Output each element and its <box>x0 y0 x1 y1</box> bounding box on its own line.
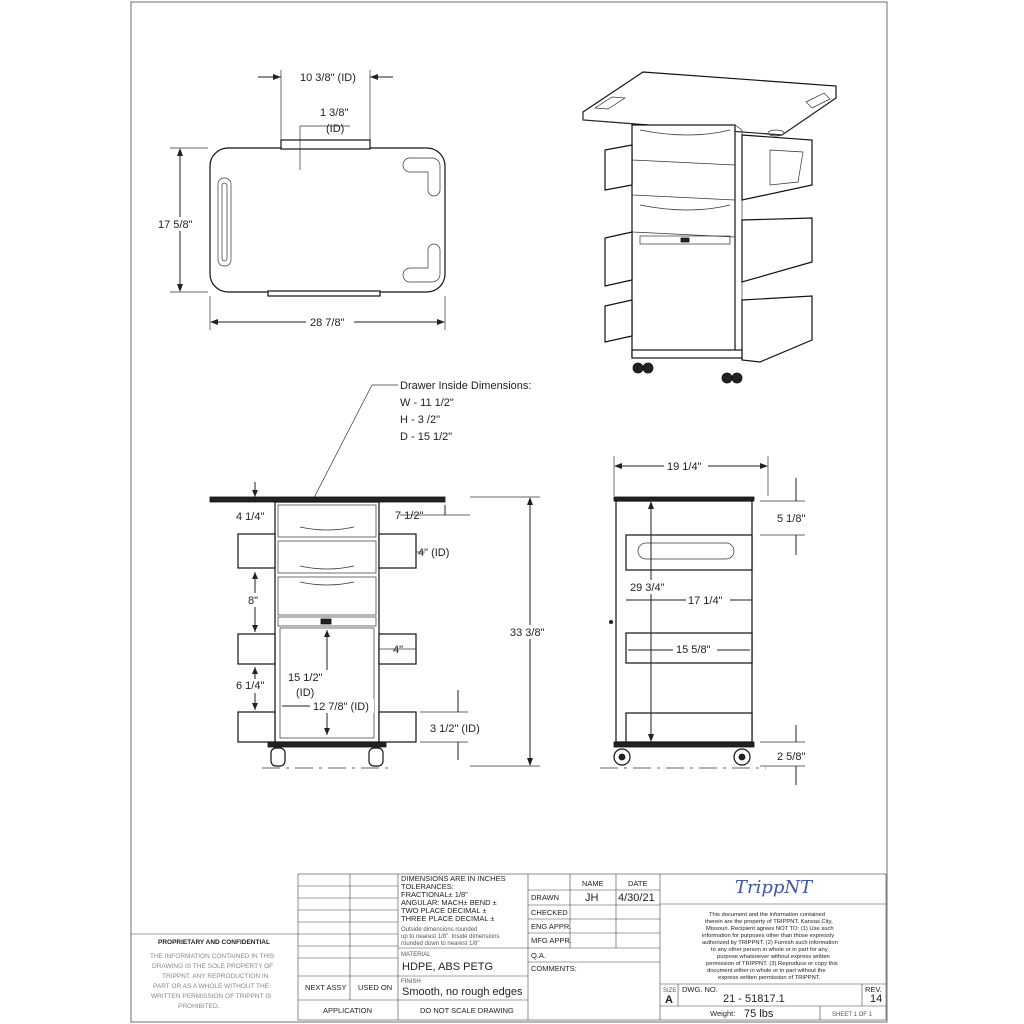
tb-weight: 75 lbs <box>744 1008 774 1020</box>
legal-line: information for purposes other than those expressly <box>702 933 835 939</box>
tb-dwg-label: DWG. NO. <box>682 985 718 994</box>
proprietary-title: PROPRIETARY AND CONFIDENTIAL <box>158 939 270 946</box>
dim-top-width-id: 10 3/8" (ID) <box>300 72 356 84</box>
tb-finish-label: FINISH <box>401 979 421 985</box>
tb-sheet: SHEET 1 OF 1 <box>832 1012 872 1018</box>
legal-line: to any other person in whole or in part for any <box>711 947 828 953</box>
proprietary-line: PROHIBITED. <box>178 1003 220 1010</box>
tb-mfg-appr: MFG APPR. <box>531 936 572 945</box>
drawer-note-d: D - 15 1/2" <box>400 431 453 443</box>
legal-line: This document and the information contained <box>709 912 826 918</box>
tb-rounding: Outside dimensions rounded <box>401 927 478 933</box>
dim-side-bottom-gap: 2 5/8" <box>777 751 806 763</box>
proprietary-line: THE INFORMATION CONTAINED IN THIS <box>150 953 275 960</box>
dim-front-tray-4: 4" <box>393 644 404 656</box>
company-logo: TrippNT <box>735 877 813 898</box>
tb-name-hdr: NAME <box>582 879 604 888</box>
tb-material: HDPE, ABS PETG <box>402 961 494 973</box>
tb-used-on: USED ON <box>358 983 393 992</box>
tb-qa: Q.A. <box>531 951 547 960</box>
dim-front-bottom-tray: 3 1/2" (ID) <box>430 723 480 735</box>
tb-drawn-date: 4/30/21 <box>618 892 655 904</box>
tb-checked: CHECKED <box>531 908 568 917</box>
legal-line: purpose whatsoever without express written <box>717 954 830 960</box>
legal-line: authorized by TRIPPNT. (2) Furnish such information <box>702 940 838 946</box>
tb-next-assy: NEXT ASSY <box>305 983 347 992</box>
tb-finish: Smooth, no rough edges <box>402 986 523 998</box>
tb-drawn: DRAWN <box>531 893 560 902</box>
dim-front-gap-8: 8" <box>248 595 259 607</box>
dim-front-gap-6: 6 1/4" <box>236 680 265 692</box>
dim-side-width: 19 1/4" <box>667 461 702 473</box>
tb-size-label: SIZE <box>663 988 677 994</box>
dim-top-slot: 1 3/8" <box>320 107 349 119</box>
dim-front-shelf-w: 7 1/2" <box>395 510 424 522</box>
tb-rev: 14 <box>870 993 883 1005</box>
tb-weight-label: Weight: <box>710 1009 736 1018</box>
dim-side-inner-w: 15 5/8" <box>676 644 711 656</box>
tb-two-place: TWO PLACE DECIMAL ± <box>401 906 487 915</box>
tb-material-label: MATERIAL <box>401 952 431 958</box>
tb-fractional: FRACTIONAL± 1/8" <box>401 890 468 899</box>
tb-three-place: THREE PLACE DECIMAL ± <box>401 914 495 923</box>
dim-top-slot-id: (ID) <box>326 123 345 135</box>
proprietary-line: TRIPPNT. ANY REPRODUCTION IN <box>162 973 269 980</box>
legal-line: express written permission of TRIPPNT. <box>718 975 821 981</box>
tb-comments: COMMENTS: <box>531 964 577 973</box>
tb-rev-label: REV. <box>865 985 882 994</box>
dim-top-depth: 17 5/8" <box>158 219 193 231</box>
tb-tolerances: TOLERANCES: <box>401 882 454 891</box>
dim-front-cabinet-h-id: (ID) <box>296 687 315 699</box>
dim-side-top-gap: 5 1/8" <box>777 513 806 525</box>
top-view-tabletop <box>210 148 445 292</box>
dim-top-length: 28 7/8" <box>310 317 345 329</box>
proprietary-line: WRITTEN PERMISSION OF TRIPPNT IS <box>151 993 272 1000</box>
tb-size: A <box>665 994 673 1006</box>
drawer-note-title: Drawer Inside Dimensions: <box>400 380 532 392</box>
drawer-note-h: H - 3 /2" <box>400 414 440 426</box>
tb-dwg-no: 21 - 51817.1 <box>723 993 785 1005</box>
tb-rounding: rounded down to nearest 1/8" <box>401 941 480 947</box>
dim-front-cabinet-w: 12 7/8" (ID) <box>313 701 369 713</box>
legal-line: document either in whole or in part without the <box>707 968 826 974</box>
legal-line: permission of TRIPPNT. (3) Reproduce or copy this <box>706 961 838 967</box>
dim-side-height: 29 3/4" <box>630 582 665 594</box>
proprietary-line: DRAWING IS THE SOLE PROPERTY OF <box>152 963 274 970</box>
tb-angular: ANGULAR: MACH± BEND ± <box>401 898 497 907</box>
dim-front-overall-h: 33 3/8" <box>510 627 545 639</box>
tb-drawn-name: JH <box>585 892 599 904</box>
dim-front-drawer-h: 4 1/4" <box>236 511 265 523</box>
tb-do-not-scale: DO NOT SCALE DRAWING <box>420 1006 514 1015</box>
dim-side-shelf-w: 17 1/4" <box>688 595 723 607</box>
tb-rounding: up to nearest 1/8". Inside dimensions <box>401 934 500 940</box>
tb-date-hdr: DATE <box>628 879 648 888</box>
drawer-note-w: W - 11 1/2" <box>400 397 454 409</box>
tb-eng-appr: ENG APPR. <box>531 922 572 931</box>
legal-line: Missouri. Recipient agrees NOT TO: (1) Use such <box>706 926 834 932</box>
dim-front-cabinet-h: 15 1/2" <box>288 672 323 684</box>
tb-dims-note: DIMENSIONS ARE IN INCHES <box>401 874 506 883</box>
legal-line: therein are the property of TRIPPNT, Kansas City, <box>705 919 833 925</box>
proprietary-line: PART OR AS A WHOLE WITHOUT THE <box>153 983 270 990</box>
dim-front-tray-id: 4" (ID) <box>418 547 450 559</box>
tb-application: APPLICATION <box>323 1006 373 1015</box>
